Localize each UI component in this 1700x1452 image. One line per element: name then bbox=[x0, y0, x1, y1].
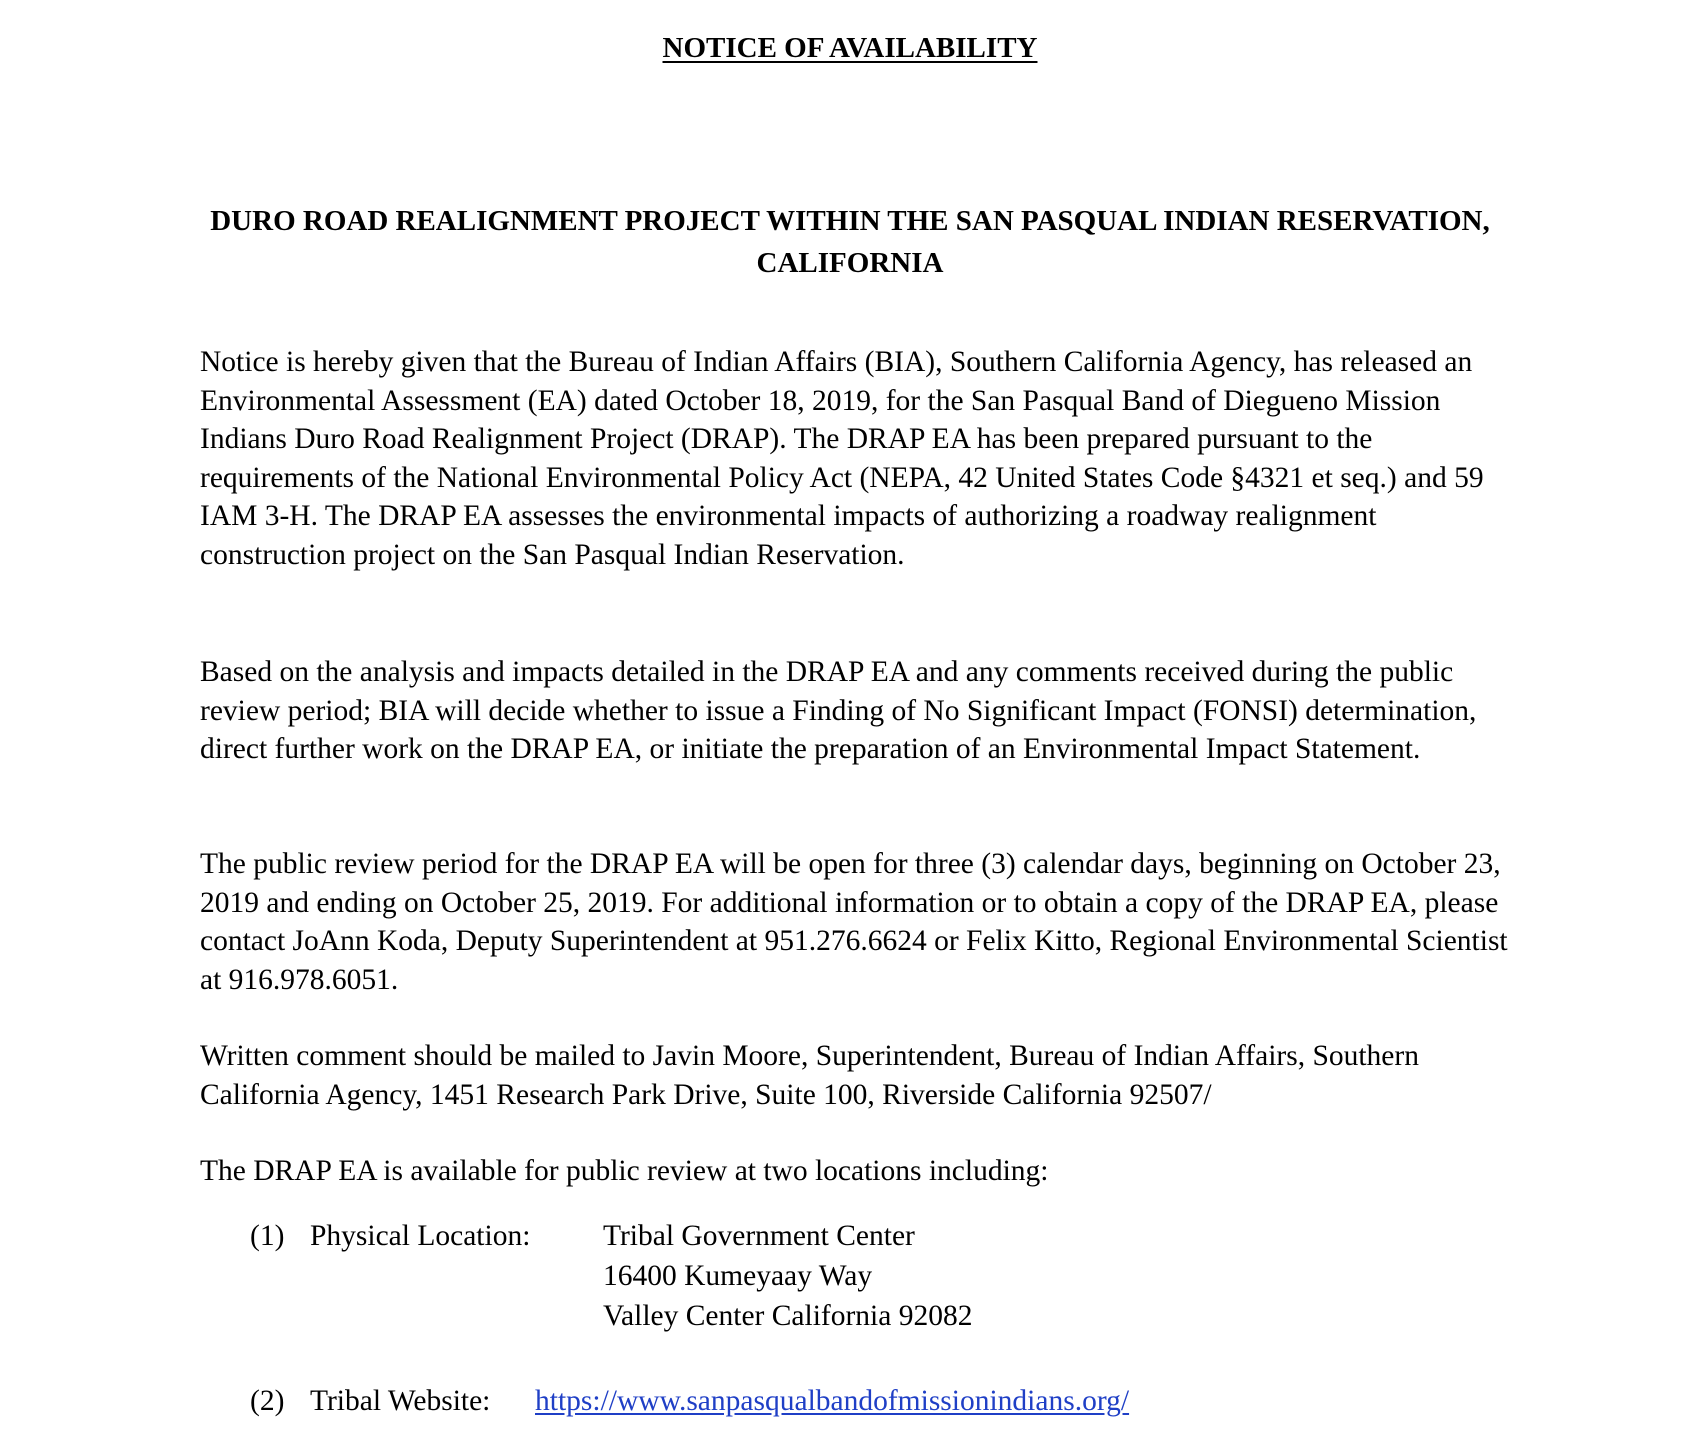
location-number: (2) bbox=[250, 1385, 285, 1417]
location-name: Tribal Government Center bbox=[603, 1220, 915, 1252]
paragraph-decision: Based on the analysis and impacts detailed in the DRAP EA and any comments received during the public review period; BIA will decide whether to issue a Finding of No Significant Impact (FONSI) determination, direct further work on the DRAP EA, or initiate the preparation of an Environmental Impact Statement. bbox=[200, 656, 1477, 765]
paragraph-written-comment: Written comment should be mailed to Javin Moore, Superintendent, Bureau of Indian Affairs, Southern California Agency, 1451 Research Park Drive, Suite 100, Riverside California 92507/ bbox=[200, 1040, 1419, 1111]
location-label: Physical Location: bbox=[310, 1220, 531, 1252]
location-city: Valley Center California 92082 bbox=[603, 1300, 973, 1332]
location-label: Tribal Website: bbox=[310, 1385, 491, 1417]
paragraph-availability: The DRAP EA is available for public review at two locations including: bbox=[200, 1155, 1049, 1187]
notice-heading: NOTICE OF AVAILABILITY bbox=[662, 32, 1038, 64]
paragraph-review-period: The public review period for the DRAP EA will be open for three (3) calendar days, beginning on October 23, 2019 and ending on October 25, 2019. For additional information or to obtain a copy of the DRAP EA, please contact JoAnn Koda, Deputy Superintendent at 951.276.6624 or Felix Kitto, Regional Environmental Scientist at 916.978.6051. bbox=[200, 848, 1508, 996]
location-street: 16400 Kumeyaay Way bbox=[603, 1260, 873, 1292]
tribal-website-link[interactable]: https://www.sanpasqualbandofmissionindians.org/ bbox=[535, 1385, 1130, 1417]
paragraph-notice: Notice is hereby given that the Bureau of Indian Affairs (BIA), Southern California Agency, has released an Environmental Assessment (EA) dated October 18, 2019, for the San Pasqual Band of Dieguenо Mission Indians Duro Road Realignment Project (DRAP). The DRAP EA has been prepared pursuant to the requirements of the National Environmental Policy Act (NEPA, 42 United States Code §4321 et seq.) and 59 IAM 3-H. The DRAP EA assesses the environmental impacts of authorizing a roadway realignment construction project on the San Pasqual Indian Reservation. bbox=[200, 346, 1484, 571]
project-title: DURO ROAD REALIGNMENT PROJECT WITHIN THE SAN PASQUAL INDIAN RESERVATION, CALIFORNIA bbox=[210, 205, 1490, 279]
location-number: (1) bbox=[250, 1220, 285, 1252]
